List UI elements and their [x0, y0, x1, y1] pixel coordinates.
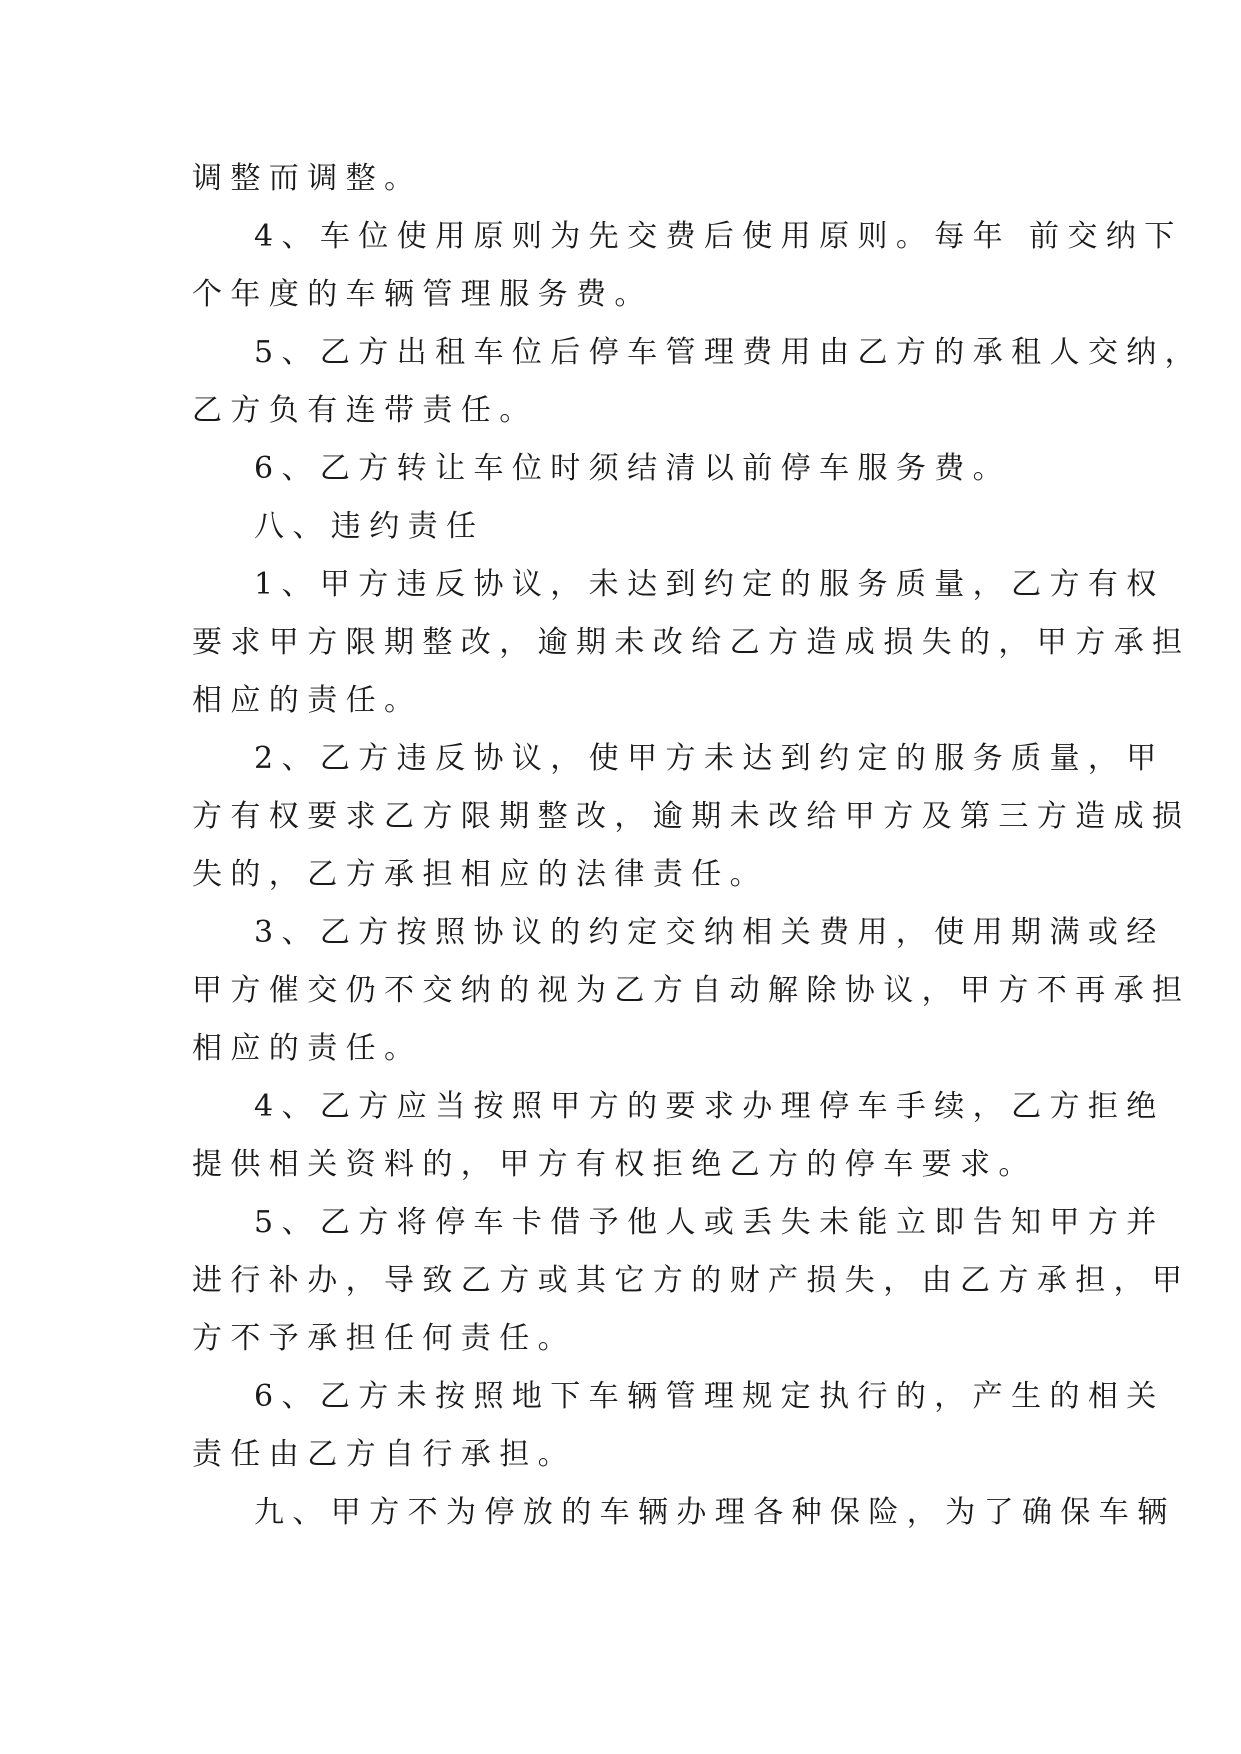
text-line: 5、乙方出租车位后停车管理费用由乙方的承租人交纳，: [254, 335, 1204, 370]
text-line: 方不予承担任何责任。: [192, 1321, 576, 1356]
text-line: 相应的责任。: [192, 1031, 423, 1066]
text-line: 甲方催交仍不交纳的视为乙方自动解除协议，甲方不再承担: [192, 973, 1191, 1008]
text-line: 相应的责任。: [192, 683, 423, 718]
text-line: 6、乙方未按照地下车辆管理规定执行的，产生的相关: [254, 1379, 1165, 1414]
section-heading: 九、甲方不为停放的车辆办理各种保险，为了确保车辆: [254, 1495, 1176, 1530]
text-line: 3、乙方按照协议的约定交纳相关费用，使用期满或经: [254, 915, 1165, 950]
text-line: 个年度的车辆管理服务费。: [192, 277, 653, 312]
text-line: 提供相关资料的，甲方有权拒绝乙方的停车要求。: [192, 1147, 1037, 1182]
text-line: 责任由乙方自行承担。: [192, 1437, 576, 1472]
text-line: 5、乙方将停车卡借予他人或丢失未能立即告知甲方并: [254, 1205, 1165, 1240]
text-line: 方有权要求乙方限期整改，逾期未改给甲方及第三方造成损: [192, 799, 1191, 834]
text-line: 6、乙方转让车位时须结清以前停车服务费。: [254, 451, 1012, 486]
text-line: 要求甲方限期整改，逾期未改给乙方造成损失的，甲方承担: [192, 625, 1191, 660]
text-line: 4、乙方应当按照甲方的要求办理停车手续，乙方拒绝: [254, 1089, 1165, 1124]
text-line: 进行补办，导致乙方或其它方的财产损失，由乙方承担，甲: [192, 1263, 1191, 1298]
section-heading: 八、违约责任: [254, 509, 485, 544]
text-line: 调整而调整。: [192, 161, 423, 196]
text-line: 1、甲方违反协议，未达到约定的服务质量，乙方有权: [254, 567, 1165, 602]
document-body: [192, 150, 1204, 1542]
text-line: 失的，乙方承担相应的法律责任。: [192, 857, 768, 892]
text-line: 乙方负有连带责任。: [192, 393, 538, 428]
text-line: 2、乙方违反协议，使甲方未达到约定的服务质量，甲: [254, 741, 1165, 776]
text-line: 4、车位使用原则为先交费后使用原则。每年 前交纳下: [254, 219, 1183, 254]
